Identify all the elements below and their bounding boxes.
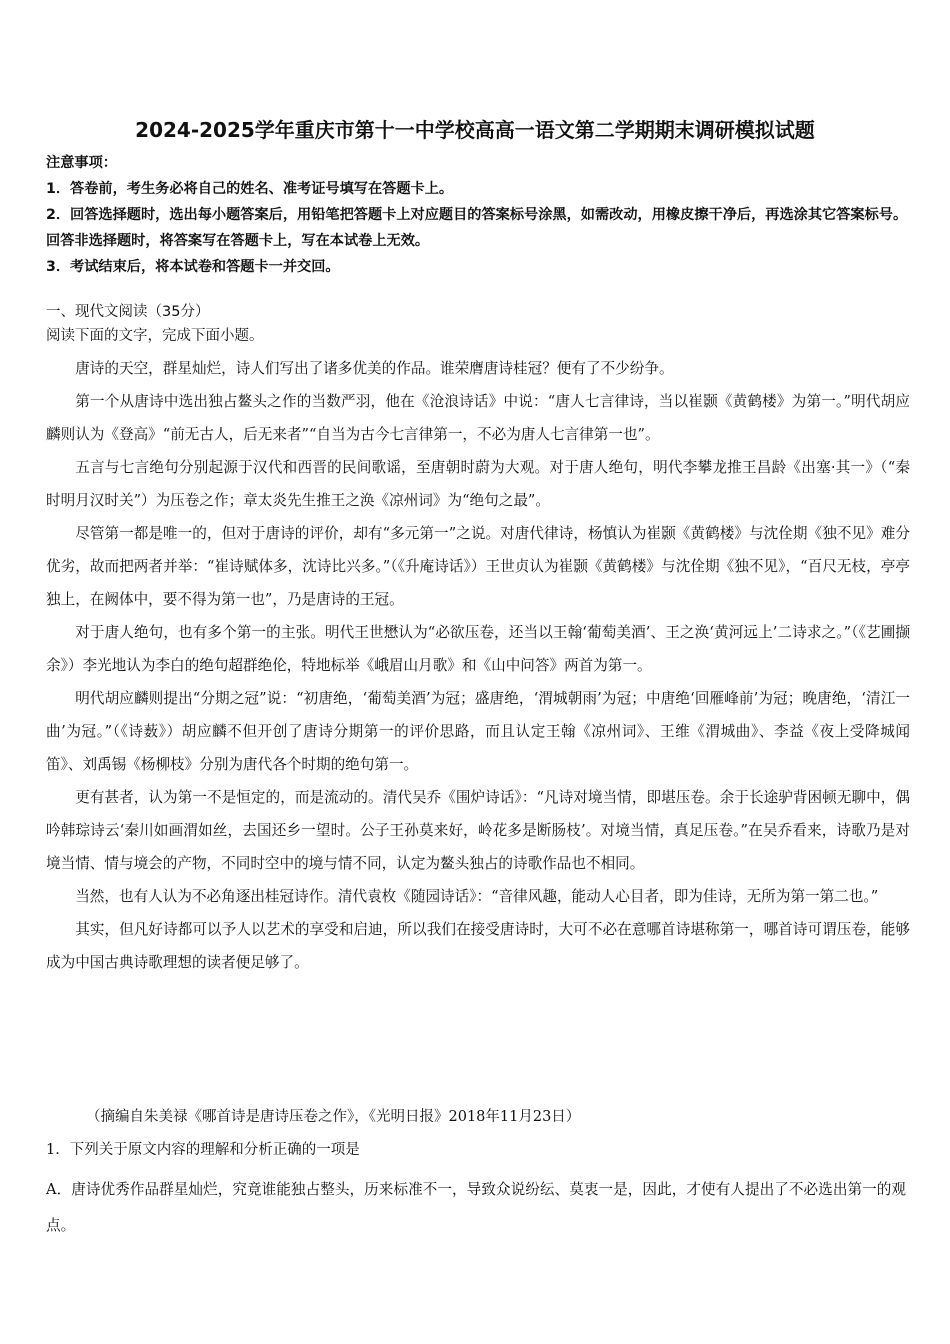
notice-heading: 注意事项： (46, 155, 117, 171)
article-source: （摘编自朱美禄《哪首诗是唐诗压卷之作》，《光明日报》2018年11月23日） (86, 1109, 581, 1125)
article-paragraph: 对于唐人绝句，也有多个第一的主张。明代王世懋认为“必欲压卷，还当以王翰‘葡萄美酒’、王之涣‘黄河远上’二诗求之。”（《艺圃撷余》）李光地认为李白的绝句超群绝伦，特地标举《峨眉山月歌》和《山中问答》两首为第一。 (46, 624, 910, 674)
section-intro: 阅读下面的文字，完成下面小题。 (46, 328, 264, 344)
notice-item: 3．考试结束后，将本试卷和答题卡一并交回。 (46, 259, 340, 275)
article-paragraph: 唐诗的天空，群星灿烂，诗人们写出了诸多优美的作品。谁荣膺唐诗桂冠？便有了不少纷争。 (75, 360, 674, 377)
section-heading: 一、现代文阅读（35分） (46, 304, 210, 320)
article-paragraph: 五言与七言绝句分别起源于汉代和西晋的民间歌谣，至唐朝时蔚为大观。对于唐人绝句，明代李攀龙推王昌龄《出塞·其一》（“秦时明月汉时关”）为压卷之作；章太炎先生推王之涣《凉州词》为“绝句之最”。 (46, 459, 910, 509)
reading-article (46, 352, 910, 979)
exam-title: 2024-2025学年重庆市第十一中学校高高一语文第二学期期末调研模拟试题 (135, 118, 815, 142)
article-paragraph: 其实，但凡好诗都可以予人以艺术的享受和启迪，所以我们在接受唐诗时，大可不必在意哪首诗堪称第一，哪首诗可谓压卷，能够成为中国古典诗歌理想的读者便足够了。 (46, 921, 910, 971)
notice-block (46, 150, 916, 280)
article-paragraph: 更有甚者，认为第一不是恒定的，而是流动的。清代吴乔《围炉诗话》：“凡诗对境当情，即堪压卷。余于长途驴背困顿无聊中，偶吟韩琮诗云‘秦川如画渭如丝，去国还乡一望时。公子王孙莫来好，岭花多是断肠枝’。对境当情，真足压卷。”在吴乔看来，诗歌乃是对境当情、情与境会的产物，不同时空中的境与情不同，认定为鳌头独占的诗歌作品也不相同。 (46, 789, 910, 872)
notice-item: 2．回答选择题时，选出每小题答案后，用铅笔把答题卡上对应题目的答案标号涂黑，如需改动，用橡皮擦干净后，再选涂其它答案标号。回答非选择题时，将答案写在答题卡上，写在本试卷上无效。 (46, 207, 908, 249)
question-option-a (46, 1172, 906, 1244)
notice-item: 1．答卷前，考生务必将自己的姓名、准考证号填写在答题卡上。 (46, 181, 454, 197)
question-stem: 1．下列关于原文内容的理解和分析正确的一项是 (46, 1142, 360, 1158)
article-paragraph: 尽管第一都是唯一的，但对于唐诗的评价，却有“多元第一”之说。对唐代律诗，杨慎认为崔颢《黄鹤楼》与沈佺期《独不见》难分优劣，故而把两者并举：“崔诗赋体多，沈诗比兴多。”（《升庵诗话》）王世贞认为崔颢《黄鹤楼》与沈佺期《独不见》，“百尺无枝，亭亭独上，在阙体中，要不得为第一也”，乃是唐诗的王冠。 (46, 525, 910, 608)
article-paragraph: 当然，也有人认为不必角逐出桂冠诗作。清代袁枚《随园诗话》：“音律风趣，能动人心目者，即为佳诗，无所为第一第二也。” (75, 888, 879, 905)
article-paragraph: 第一个从唐诗中选出独占鳌头之作的当数严羽，他在《沧浪诗话》中说：“唐人七言律诗，当以崔颢《黄鹤楼》为第一。”明代胡应麟则认为《登高》“前无古人，后无来者”“自当为古今七言律第一，不必为唐人七言律第一也”。 (46, 393, 910, 443)
option-text: A．唐诗优秀作品群星灿烂，究竟谁能独占整头，历来标准不一，导致众说纷纭、莫衷一是，因此，才使有人提出了不必选出第一的观点。 (46, 1181, 906, 1234)
article-paragraph: 明代胡应麟则提出“分期之冠”说：“初唐绝，‘葡萄美酒’为冠；盛唐绝，‘渭城朝雨’为冠；中唐绝‘回雁峰前’为冠；晚唐绝，‘清江一曲’为冠。”（《诗薮》）胡应麟不但开创了唐诗分期第一的评价思路，而且认定王翰《凉州词》、王维《渭城曲》、李益《夜上受降城闻笛》、刘禹锡《杨柳枝》分别为唐代各个时期的绝句第一。 (46, 690, 910, 773)
